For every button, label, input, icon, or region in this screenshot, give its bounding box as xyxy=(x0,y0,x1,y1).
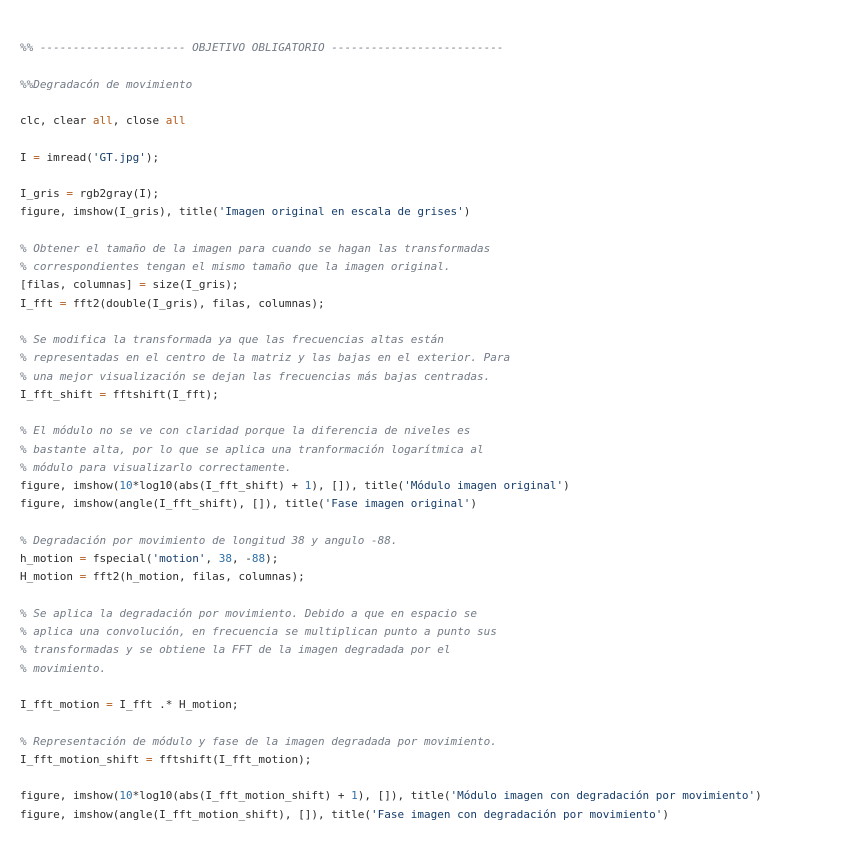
code-line xyxy=(20,422,840,440)
code-text: ); xyxy=(145,150,160,164)
code-line xyxy=(20,495,840,513)
code-text: fspecial( xyxy=(86,552,153,565)
code-comment: %%Degradacón de movimiento xyxy=(20,77,193,91)
code-comment: % Se aplica la degradación por movimiento. Debido a que en espacio se xyxy=(20,606,477,620)
code-token: 1 xyxy=(304,479,312,492)
blank-line xyxy=(20,222,840,240)
code-token: = xyxy=(33,150,40,164)
code-line xyxy=(20,112,840,130)
code-comment: %% ---------------------- OBJETIVO OBLIGATORIO -------------------------- xyxy=(20,41,504,54)
code-text: rgb2gray(I); xyxy=(72,187,160,200)
code-text: imread( xyxy=(39,150,93,164)
code-text: ) xyxy=(563,479,570,492)
code-line xyxy=(20,733,840,751)
code-text: ), []), title( xyxy=(357,789,451,803)
code-line xyxy=(20,331,840,349)
code-text: fft2(double(I_gris), filas, columnas); xyxy=(66,296,325,310)
code-text: ) xyxy=(662,807,670,821)
code-text: [filas, columnas] xyxy=(20,278,140,292)
code-line xyxy=(20,349,840,367)
code-line xyxy=(20,368,840,386)
blank-line xyxy=(20,404,840,422)
code-text: I_fft_motion xyxy=(20,698,107,711)
code-token: = xyxy=(79,552,87,565)
code-text: , close xyxy=(112,114,166,127)
code-token: 38 xyxy=(218,552,232,565)
code-comment: % movimiento. xyxy=(20,661,107,675)
code-line xyxy=(20,203,840,221)
code-text: I_fft_motion_shift xyxy=(20,752,146,766)
code-text: ) xyxy=(470,497,477,511)
code-line xyxy=(20,276,840,294)
blank-line xyxy=(20,714,840,732)
code-text: fftshift(I_fft); xyxy=(106,387,219,401)
code-line xyxy=(20,605,840,623)
blank-line xyxy=(20,678,840,696)
code-line xyxy=(20,459,840,477)
code-text: , xyxy=(205,552,219,565)
code-listing xyxy=(20,39,840,824)
code-text: fft2(h_motion, filas, columnas); xyxy=(86,570,305,584)
code-token: = xyxy=(79,570,87,584)
code-line xyxy=(20,532,840,550)
code-comment: % transformadas y se obtiene la FFT de la imagen degradada por el xyxy=(20,643,451,657)
code-text: ); xyxy=(265,552,279,565)
code-text: figure, imshow( xyxy=(20,789,120,803)
code-text: h_motion xyxy=(20,552,80,565)
code-text: *log10(abs(I_fft_motion_shift) + xyxy=(132,789,352,803)
code-text: I_fft_shift xyxy=(20,387,100,401)
code-comment: % módulo para visualizarlo correctamente. xyxy=(20,460,292,474)
code-token: = xyxy=(139,278,146,292)
code-line xyxy=(20,696,840,714)
code-text: I xyxy=(20,150,34,164)
code-text: fftshift(I_fft_motion); xyxy=(152,752,312,766)
blank-line xyxy=(20,94,840,112)
code-string: 'Fase imagen con degradación por movimiento' xyxy=(371,807,663,821)
code-text: H_motion xyxy=(20,570,80,584)
code-text: I_fft xyxy=(20,296,60,310)
code-token: = xyxy=(66,187,73,200)
code-line xyxy=(20,258,840,276)
code-text: , - xyxy=(231,552,252,565)
blank-line xyxy=(20,769,840,787)
code-string: 'Imagen original en escala de grises' xyxy=(218,205,464,219)
code-token: = xyxy=(145,752,153,766)
code-comment: % una mejor visualización se dejan las frecuencias más bajas centradas. xyxy=(20,369,491,383)
blank-line xyxy=(20,57,840,75)
code-token: 1 xyxy=(351,789,358,803)
code-text: figure, imshow(angle(I_fft_motion_shift), []), title( xyxy=(20,807,371,821)
code-string: 'Módulo imagen original' xyxy=(404,479,564,492)
code-comment: % bastante alta, por lo que se aplica una tranformación logarítmica al xyxy=(20,442,484,456)
code-text: I_fft .* H_motion; xyxy=(112,698,239,711)
code-text: figure, imshow(I_gris), title( xyxy=(20,205,219,219)
code-line xyxy=(20,641,840,659)
code-line xyxy=(20,751,840,769)
code-line xyxy=(20,441,840,459)
code-comment: % correspondientes tengan el mismo tamaño que la imagen original. xyxy=(20,260,451,273)
code-line xyxy=(20,806,840,824)
code-string: 'Fase imagen original' xyxy=(324,497,471,511)
code-text: ) xyxy=(463,205,471,219)
code-line xyxy=(20,623,840,641)
code-line xyxy=(20,149,840,167)
code-comment: % Representación de módulo y fase de la imagen degradada por movimiento. xyxy=(20,734,497,748)
blank-line xyxy=(20,167,840,185)
code-text: ) xyxy=(755,789,762,803)
blank-line xyxy=(20,514,840,532)
code-text: figure, imshow(angle(I_fft_shift), []), title( xyxy=(20,497,325,511)
code-text: I_gris xyxy=(20,187,67,200)
code-token: = xyxy=(59,296,67,310)
blank-line xyxy=(20,130,840,148)
code-token: 10 xyxy=(119,789,133,803)
code-line xyxy=(20,660,840,678)
blank-line xyxy=(20,587,840,605)
code-line xyxy=(20,550,840,568)
code-token: 10 xyxy=(119,479,133,492)
code-line xyxy=(20,568,840,586)
code-comment: % representadas en el centro de la matriz y las bajas en el exterior. Para xyxy=(20,351,511,365)
code-token: all xyxy=(165,114,186,127)
code-line xyxy=(20,240,840,258)
blank-line xyxy=(20,313,840,331)
code-text: ), []), title( xyxy=(311,479,405,492)
code-line xyxy=(20,76,840,94)
code-line xyxy=(20,787,840,805)
code-string: 'Módulo imagen con degradación por movimiento' xyxy=(450,789,756,803)
code-string: 'GT.jpg' xyxy=(92,150,146,164)
code-line xyxy=(20,185,840,203)
code-line xyxy=(20,477,840,495)
code-comment: % aplica una convolución, en frecuencia se multiplican punto a punto sus xyxy=(20,625,497,638)
code-string: 'motion' xyxy=(152,552,206,565)
code-text: figure, imshow( xyxy=(20,479,120,492)
code-comment: % El módulo no se ve con claridad porque la diferencia de niveles es xyxy=(20,424,471,438)
code-line xyxy=(20,295,840,313)
code-comment: % Obtener el tamaño de la imagen para cuando se hagan las transformadas xyxy=(20,241,491,255)
code-token: all xyxy=(92,114,113,127)
code-token: 88 xyxy=(251,552,266,565)
code-text: *log10(abs(I_fft_shift) + xyxy=(132,479,305,492)
code-comment: % Degradación por movimiento de longitud 38 y angulo -88. xyxy=(20,533,398,547)
code-line xyxy=(20,39,840,57)
code-token: = xyxy=(99,387,107,401)
code-comment: % Se modifica la transformada ya que las frecuencias altas están xyxy=(20,333,444,346)
code-token: = xyxy=(106,698,113,711)
code-text: clc, clear xyxy=(20,114,93,127)
code-line xyxy=(20,386,840,404)
code-text: size(I_gris); xyxy=(145,278,239,292)
